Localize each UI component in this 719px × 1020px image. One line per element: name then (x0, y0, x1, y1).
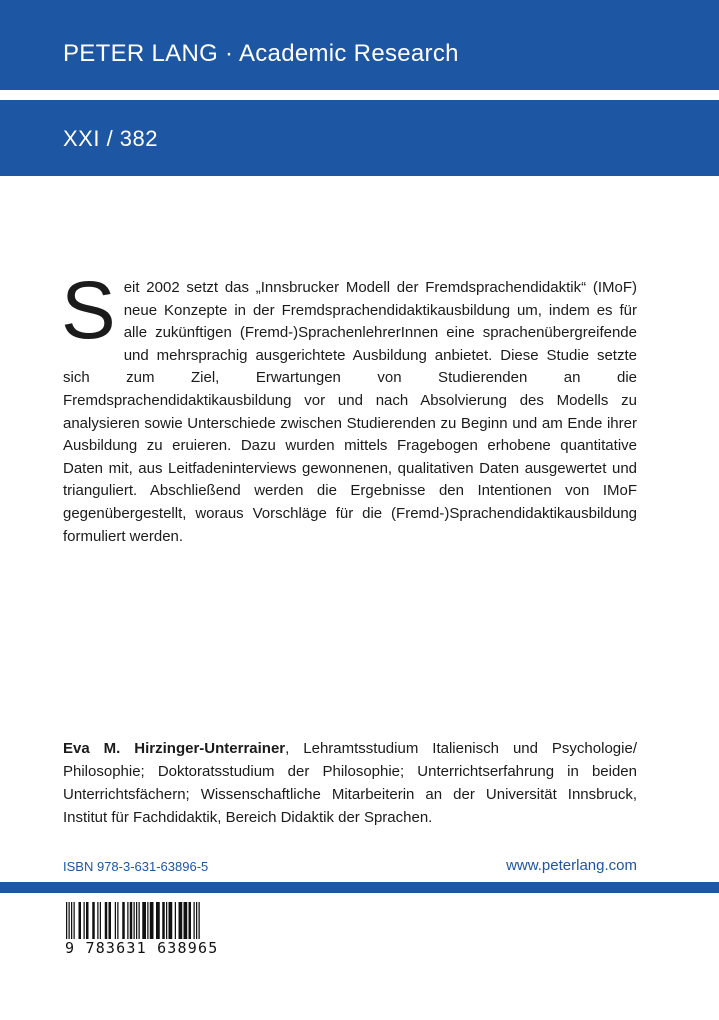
author-bio (63, 737, 637, 829)
author-bio-text: , Lehramtsstudium Italienisch und Psychologie/ Philosophie; Doktoratsstudium der Philosophie; Unterrichtserfahrung in beiden Unterrichtsfächern; Wissenschaftliche Mitarbeiterin an der Universität Innsbruck, Institut für Fachdidaktik, Bereich Didaktik der Sprachen. (63, 740, 637, 826)
header-gap (0, 90, 719, 100)
series-title: PETER LANG · Academic Research (63, 40, 459, 67)
abstract-text: eit 2002 setzt das „Innsbrucker Modell der Fremdsprachendidaktik“ (IMoF) neue Konzepte in der Fremdsprachendidaktikausbildung um, indem es für alle zukünftigen (Fremd-)SprachenlehrerInnen eine sprachenübergreifende und mehrsprachig ausgerichtete Ausbildung anbietet. Diese Studie setzte sich zum Ziel, Erwartungen von Studierenden an die Fremdsprachendidaktikausbildung vor und nach Absolvierung des Modells zu analysieren sowie Unterschiede zwischen Studierenden zu Beginn und am Ende ihrer Ausbildung zu eruieren. Dazu wurden mittels Fragebogen erhobene quantitative Daten mit, aus Leitfadeninterviews gewonnenen, qualitativen Daten ausgewertet und trianguliert. Abschließend werden die Ergebnisse den Intentionen von IMoF gegenübergestellt, woraus Vorschläge für die (Fremd-)Sprachendidaktikausbildung formuliert werden. (63, 279, 637, 545)
bottom-rule (0, 882, 719, 893)
drop-cap: S (61, 265, 116, 356)
abstract-paragraph (61, 265, 637, 548)
isbn-label: ISBN 978-3-631-63896-5 (63, 859, 209, 874)
barcode (62, 902, 222, 962)
series-number: XXI / 382 (63, 126, 159, 151)
barcode-digits: 9 783631 638965 (65, 939, 219, 957)
website-link[interactable]: www.peterlang.com (506, 857, 637, 874)
author-name: Eva M. Hirzinger-Unterrainer (63, 740, 286, 757)
